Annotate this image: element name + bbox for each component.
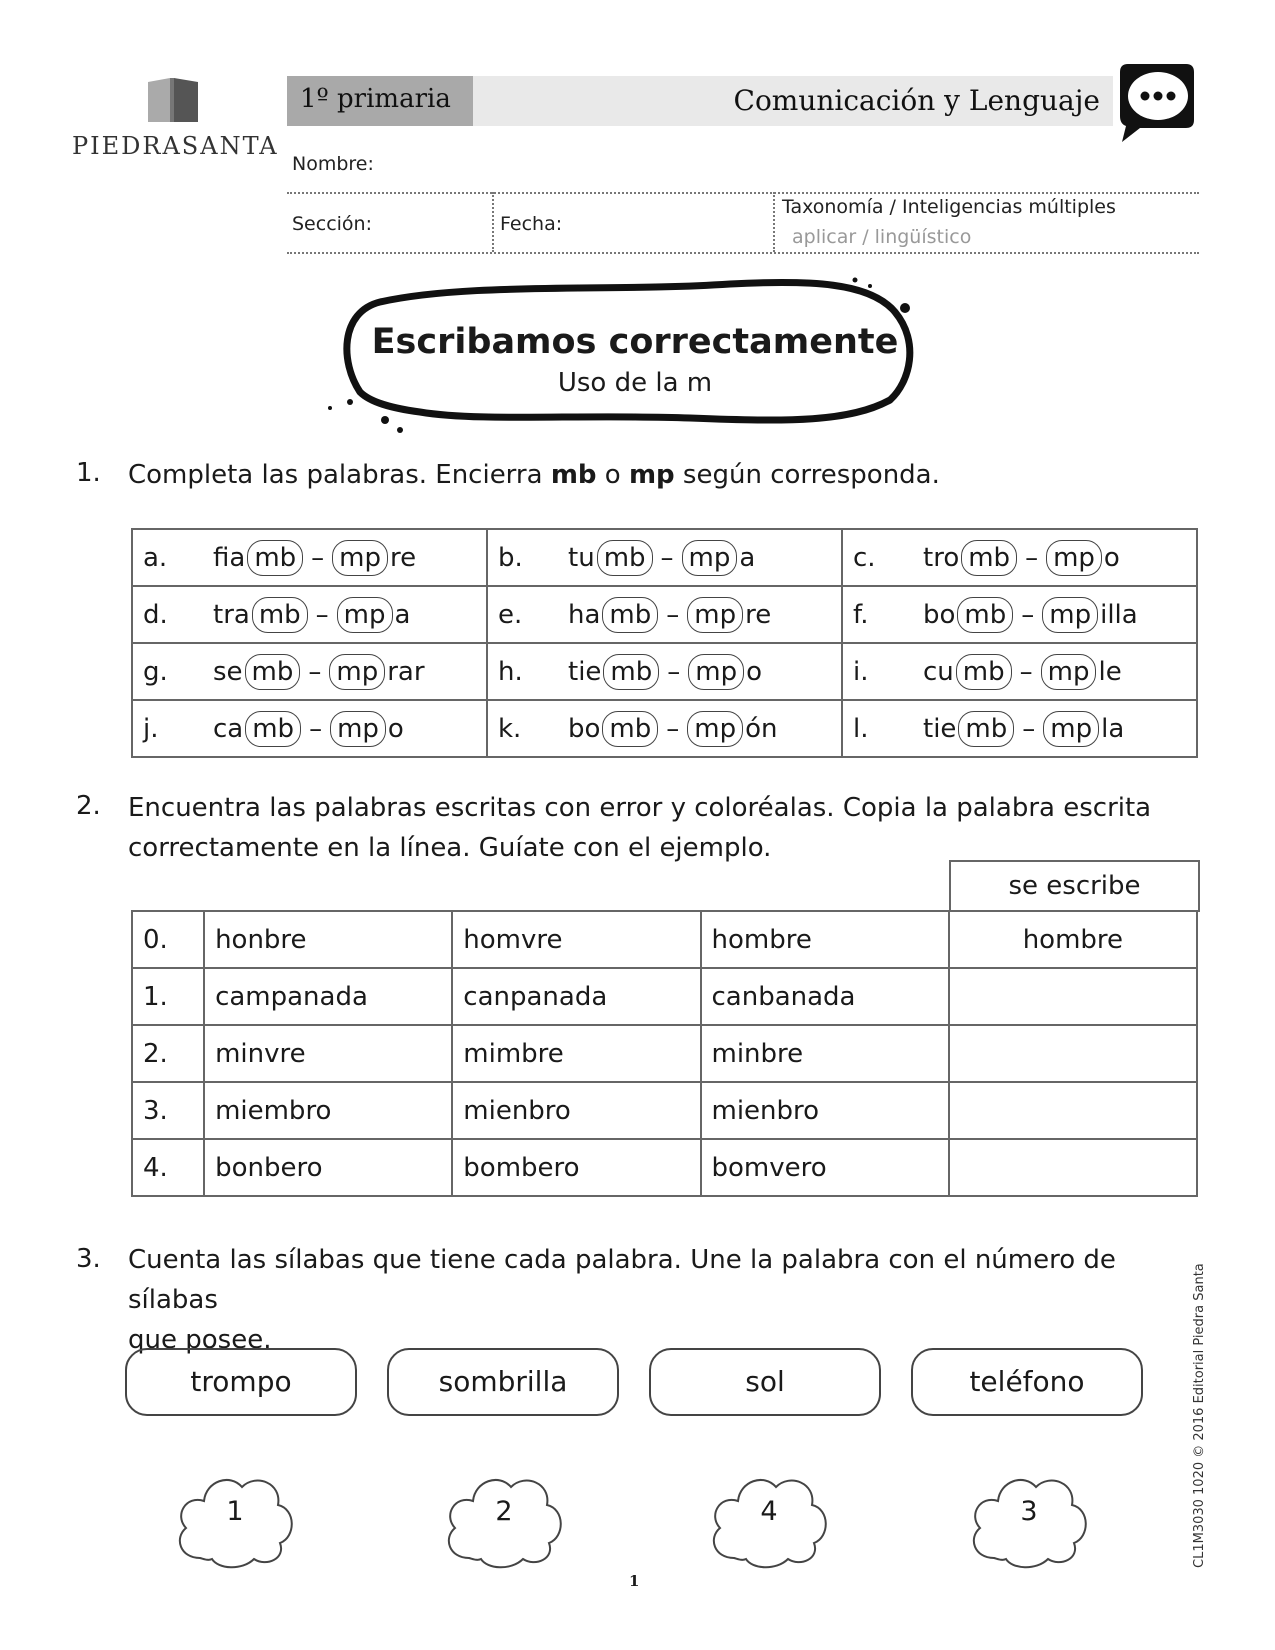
subject-title: Comunicación y Lenguaje [733,84,1100,117]
option-mp[interactable]: mp [687,711,743,747]
word-option[interactable]: canbanada [701,968,949,1025]
word-cell [132,700,487,757]
worksheet-title: Escribamos correctamente [371,322,899,362]
word-cell [842,529,1197,586]
item-letter: a. [143,542,168,573]
question-1-number: 1. [76,458,101,488]
syllable-count: 4 [760,1496,778,1527]
syllable-count: 1 [226,1496,244,1527]
word-option[interactable]: bonbero [204,1139,452,1196]
answer-cell[interactable] [949,1025,1197,1082]
word-cell [132,643,487,700]
word-start: bo [923,599,956,630]
table-row [132,700,1197,757]
word-end: ón [745,713,778,744]
date-label: Fecha: [500,213,563,235]
word-end: la [1101,713,1125,744]
answer-cell[interactable] [949,1139,1197,1196]
table-row [132,529,1197,586]
option-mp[interactable]: mp [688,654,744,690]
word-option[interactable]: mienbro [452,1082,700,1139]
dash-separator: – [309,713,323,744]
word-option[interactable]: miembro [204,1082,452,1139]
dash-separator: – [660,542,674,573]
option-mb[interactable]: mb [252,597,308,633]
dash-separator: – [1019,656,1033,687]
word-end: o [746,656,763,687]
item-letter: f. [853,599,869,630]
dash-separator: – [1022,713,1036,744]
field-divider [773,192,775,252]
section-line[interactable] [287,252,1199,254]
dash-separator: – [666,599,680,630]
book-logo-icon [146,76,200,124]
word-option[interactable]: bomvero [701,1139,949,1196]
answer-column-header: se escribe [949,860,1200,912]
word-option[interactable]: minbre [701,1025,949,1082]
item-letter: e. [498,599,523,630]
speech-bubble-icon [1116,60,1196,144]
word-start: tie [923,713,957,744]
field-divider [492,192,494,252]
option-mp[interactable]: mp [1041,654,1097,690]
row-number: 2. [132,1025,204,1082]
word-cell [487,586,842,643]
option-mp[interactable]: mp [329,654,385,690]
word-start: ca [213,713,244,744]
publisher-logo-text: PIEDRASANTA [72,132,279,160]
table-row [132,586,1197,643]
word-start: ha [568,599,601,630]
word-cell [842,700,1197,757]
option-mp[interactable]: mp [337,597,393,633]
word-end: o [1103,542,1120,573]
word-start: bo [568,713,601,744]
word-option[interactable]: bombero [452,1139,700,1196]
option-mb[interactable]: mb [247,540,303,576]
table-row [132,968,1197,1025]
word-start: se [213,656,243,687]
answer-cell[interactable] [949,1082,1197,1139]
question-3-number: 3. [76,1244,101,1274]
word-option[interactable]: honbre [204,911,452,968]
option-mb[interactable]: mb [602,597,658,633]
table-row [132,1139,1197,1196]
syllable-count: 3 [1020,1496,1038,1527]
item-letter: c. [853,542,876,573]
option-mp[interactable]: mp [1046,540,1102,576]
word-option[interactable]: campanada [204,968,452,1025]
dash-separator: – [315,599,329,630]
item-letter: j. [143,713,159,744]
table-row [132,1082,1197,1139]
word-end: o [387,713,404,744]
taxonomy-label: Taxonomía / Inteligencias múltiples [782,196,1116,218]
row-number: 1. [132,968,204,1025]
word-end: re [745,599,772,630]
option-mp[interactable]: mp [687,597,743,633]
item-letter: h. [498,656,523,687]
option-mb[interactable]: mb [961,540,1017,576]
dash-separator: – [1025,542,1039,573]
syllable-count: 2 [495,1496,513,1527]
word-cell [842,643,1197,700]
grade-label: 1º primaria [300,84,451,114]
syllable-word-box[interactable]: sol [649,1348,881,1416]
option-mb[interactable]: mb [602,711,658,747]
name-label: Nombre: [292,153,374,175]
word-start: cu [923,656,954,687]
dash-separator: – [1021,599,1035,630]
option-mb[interactable]: mb [956,654,1012,690]
question-2-text: Encuentra las palabras escritas con error y coloréalas. Copia la palabra escrita correctamente en la línea. Guíate con el ejemplo. [128,793,1152,863]
table-row [132,643,1197,700]
word-cell [487,700,842,757]
option-mb[interactable]: mb [958,711,1014,747]
option-mb[interactable]: mb [245,654,301,690]
word-end: a [739,542,756,573]
spelling-table [131,910,1198,1197]
word-option[interactable]: canpanada [452,968,700,1025]
dash-separator: – [667,656,681,687]
row-number: 4. [132,1139,204,1196]
word-start: tu [568,542,595,573]
syllable-word-box[interactable]: trompo [125,1348,357,1416]
word-option[interactable]: hombre [701,911,949,968]
word-cell [132,529,487,586]
word-cell [132,586,487,643]
word-start: fia [213,542,246,573]
item-letter: g. [143,656,168,687]
option-mp[interactable]: mp [1042,597,1098,633]
question-2-number: 2. [76,791,101,821]
copyright-note: CL1M3030 1020 © 2016 Editorial Piedra Santa [1192,1263,1207,1568]
mb-mp-table [131,528,1198,758]
syllable-word-box[interactable]: sombrilla [387,1348,619,1416]
option-mp[interactable]: mp [332,540,388,576]
word-start: tro [923,542,960,573]
word-option[interactable]: minvre [204,1025,452,1082]
word-end: re [390,542,417,573]
word-start: tie [568,656,602,687]
item-letter: k. [498,713,522,744]
word-end: le [1098,656,1122,687]
question-1-text: Completa las palabras. Encierra mb o mp según corresponda. [128,460,940,490]
dash-separator: – [311,542,325,573]
answer-cell[interactable] [949,968,1197,1025]
word-end: illa [1100,599,1138,630]
question-3-text: Cuenta las sílabas que tiene cada palabra. Une la palabra con el número de sílabas que posee. [128,1245,1116,1355]
item-letter: i. [853,656,869,687]
taxonomy-value: aplicar / lingüístico [792,226,972,248]
dash-separator: – [666,713,680,744]
option-mb[interactable]: mb [245,711,301,747]
item-letter: l. [853,713,869,744]
word-start: tra [213,599,250,630]
word-cell [487,643,842,700]
dash-separator: – [308,656,322,687]
page-number: 1 [629,1572,640,1590]
row-number: 0. [132,911,204,968]
word-option[interactable]: mienbro [701,1082,949,1139]
answer-cell[interactable]: hombre [949,911,1197,968]
option-mp[interactable]: mp [682,540,738,576]
option-mb[interactable]: mb [957,597,1013,633]
item-letter: b. [498,542,523,573]
option-mb[interactable]: mb [597,540,653,576]
word-end: a [394,599,411,630]
name-line[interactable] [287,192,1199,194]
word-end: rar [387,656,425,687]
word-option[interactable]: mimbre [452,1025,700,1082]
row-number: 3. [132,1082,204,1139]
option-mb[interactable]: mb [603,654,659,690]
syllable-word-box[interactable]: teléfono [911,1348,1143,1416]
section-label: Sección: [292,213,372,235]
word-cell [842,586,1197,643]
table-row [132,1025,1197,1082]
table-row [132,911,1197,968]
word-cell [487,529,842,586]
option-mp[interactable]: mp [330,711,386,747]
worksheet-subtitle: Uso de la m [557,368,713,398]
item-letter: d. [143,599,168,630]
word-option[interactable]: homvre [452,911,700,968]
option-mp[interactable]: mp [1043,711,1099,747]
